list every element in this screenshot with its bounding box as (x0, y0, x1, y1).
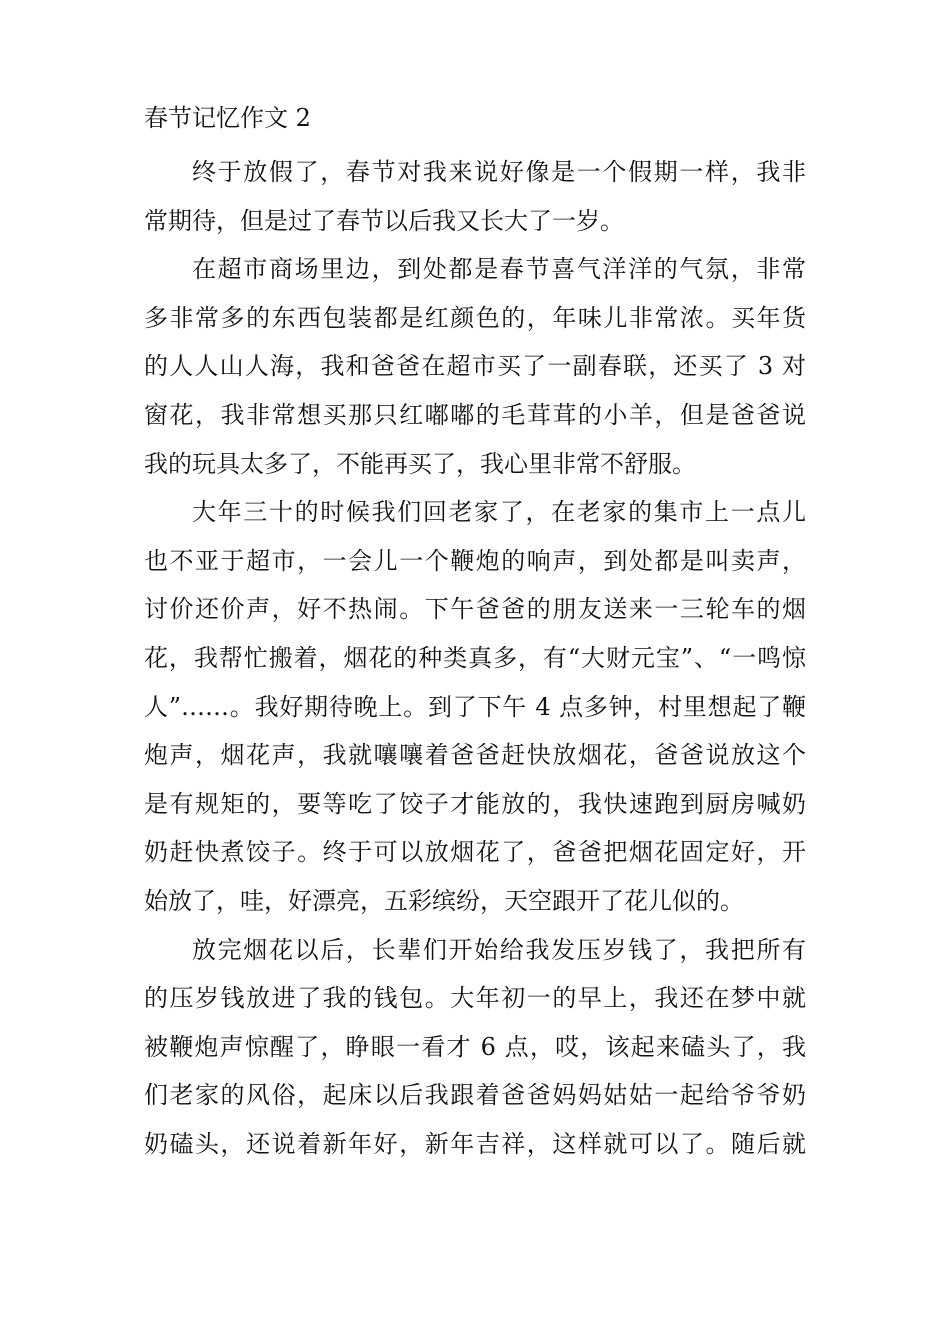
text-line: 们老家的风俗，起床以后我跟着爸爸妈妈姑姑一起给爷爷奶 (144, 1081, 806, 1110)
paragraph (144, 245, 806, 488)
text-line: 在超市商场里边，到处都是春节喜气洋洋的气氛，非常 (192, 255, 806, 284)
text-line: 花，我帮忙搬着，烟花的种类真多，有“大财元宝”、“一鸣惊 (144, 643, 806, 672)
text-line: 也不亚于超市，一会儿一个鞭炮的响声，到处都是叫卖声， (144, 546, 806, 575)
text-line: 人”……。我好期待晚上。到了下午 4 点多钟，村里想起了鞭 (144, 692, 806, 721)
text-line: 奶赶快煮饺子。终于可以放烟花了，爸爸把烟花固定好，开 (144, 838, 806, 867)
document-title: 春节记忆作文 2 (144, 104, 311, 132)
text-line: 我的玩具太多了，不能再买了，我心里非常不舒服。 (144, 449, 696, 478)
text-line: 奶磕头，还说着新年好，新年吉祥，这样就可以了。随后就 (144, 1129, 806, 1158)
text-line: 炮声，烟花声，我就嚷嚷着爸爸赶快放烟花，爸爸说放这个 (144, 741, 806, 770)
paragraph (144, 926, 806, 1169)
text-line: 多非常多的东西包装都是红颜色的，年味儿非常浓。买年货 (144, 303, 806, 332)
text-line: 大年三十的时候我们回老家了，在老家的集市上一点儿 (192, 498, 806, 527)
text-line: 始放了，哇，好漂亮，五彩缤纷，天空跟开了花儿似的。 (144, 886, 744, 915)
text-line: 终于放假了，春节对我来说好像是一个假期一样，我非 (192, 158, 806, 186)
text-line: 是有规矩的，要等吃了饺子才能放的，我快速跑到厨房喊奶 (144, 789, 806, 818)
text-line: 的压岁钱放进了我的钱包。大年初一的早上，我还在梦中就 (144, 984, 806, 1013)
text-line: 窗花，我非常想买那只红嘟嘟的毛茸茸的小羊，但是爸爸说 (144, 400, 806, 429)
text-line: 常期待，但是过了春节以后我又长大了一岁。 (144, 206, 624, 235)
document-body (144, 148, 806, 1168)
paragraph (144, 488, 806, 925)
text-line: 的人人山人海，我和爸爸在超市买了一副春联，还买了 3 对 (144, 352, 806, 381)
text-line: 被鞭炮声惊醒了，睁眼一看才 6 点，哎，该起来磕头了，我 (144, 1032, 806, 1061)
text-line: 放完烟花以后，长辈们开始给我发压岁钱了，我把所有 (192, 935, 806, 964)
text-line: 讨价还价声，好不热闹。下午爸爸的朋友送来一三轮车的烟 (144, 595, 806, 624)
paragraph (144, 148, 806, 245)
